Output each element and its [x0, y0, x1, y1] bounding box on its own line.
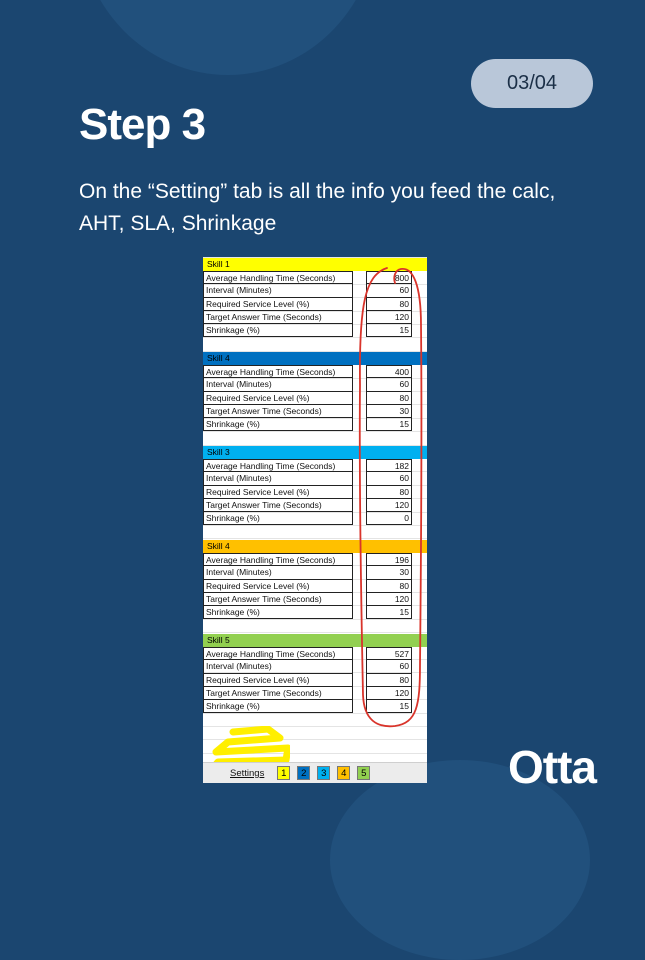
row-value: 527	[366, 647, 412, 660]
sheet-tab-2[interactable]: 2	[297, 766, 310, 780]
row-value: 15	[366, 700, 412, 713]
row-gap	[353, 405, 366, 418]
sheet-tab-3[interactable]: 3	[317, 766, 330, 780]
row-gap	[353, 324, 366, 337]
row-label: Average Handling Time (Seconds)	[203, 553, 353, 566]
table-row	[203, 580, 427, 593]
row-gap	[353, 486, 366, 499]
row-gap	[353, 311, 366, 324]
row-value: 60	[366, 472, 412, 485]
row-label: Target Answer Time (Seconds)	[203, 405, 353, 418]
row-label: Required Service Level (%)	[203, 298, 353, 311]
row-label: Interval (Minutes)	[203, 284, 353, 297]
table-row	[203, 324, 427, 337]
row-value: 60	[366, 284, 412, 297]
row-value: 80	[366, 674, 412, 687]
table-row	[203, 284, 427, 297]
page-counter-badge: 03/04	[471, 59, 593, 108]
row-gap	[353, 700, 366, 713]
row-gap	[353, 553, 366, 566]
table-row	[203, 674, 427, 687]
sheet-tab-1[interactable]: 1	[277, 766, 290, 780]
table-row	[203, 472, 427, 485]
row-label: Interval (Minutes)	[203, 378, 353, 391]
table-row	[203, 365, 427, 378]
row-label: Average Handling Time (Seconds)	[203, 365, 353, 378]
row-label: Target Answer Time (Seconds)	[203, 687, 353, 700]
row-gap	[353, 593, 366, 606]
table-row	[203, 459, 427, 472]
row-gap	[353, 472, 366, 485]
row-gap	[353, 606, 366, 619]
row-label: Shrinkage (%)	[203, 418, 353, 431]
row-gap	[353, 418, 366, 431]
row-value: 196	[366, 553, 412, 566]
row-gap	[353, 580, 366, 593]
row-label: Required Service Level (%)	[203, 392, 353, 405]
row-gap	[353, 674, 366, 687]
row-label: Target Answer Time (Seconds)	[203, 593, 353, 606]
row-value: 182	[366, 459, 412, 472]
row-label: Required Service Level (%)	[203, 674, 353, 687]
skill-block	[203, 258, 427, 337]
table-row	[203, 512, 427, 525]
grid-line	[203, 337, 427, 338]
skill-header: Skill 5	[203, 634, 427, 647]
row-label: Required Service Level (%)	[203, 580, 353, 593]
spreadsheet-screenshot	[203, 257, 427, 783]
table-row	[203, 392, 427, 405]
row-value: 15	[366, 324, 412, 337]
row-label: Average Handling Time (Seconds)	[203, 459, 353, 472]
row-gap	[353, 512, 366, 525]
row-gap	[353, 459, 366, 472]
table-row	[203, 405, 427, 418]
row-gap	[353, 687, 366, 700]
slide-description: On the “Setting” tab is all the info you feed the calc, AHT, SLA, Shrinkage	[79, 180, 556, 235]
skill-block	[203, 352, 427, 431]
row-value: 0	[366, 512, 412, 525]
row-gap	[353, 566, 366, 579]
row-label: Shrinkage (%)	[203, 700, 353, 713]
row-value: 80	[366, 486, 412, 499]
sheet-tab-5[interactable]: 5	[357, 766, 370, 780]
row-gap	[353, 660, 366, 673]
table-row	[203, 298, 427, 311]
skill-block	[203, 540, 427, 619]
row-value: 80	[366, 580, 412, 593]
table-row	[203, 660, 427, 673]
table-row	[203, 687, 427, 700]
skill-block	[203, 634, 427, 713]
skill-header: Skill 3	[203, 446, 427, 459]
slide-title: Step 3	[79, 100, 206, 149]
row-gap	[353, 284, 366, 297]
row-label: Shrinkage (%)	[203, 324, 353, 337]
table-row	[203, 499, 427, 512]
skill-header: Skill 4	[203, 540, 427, 553]
row-gap	[353, 271, 366, 284]
table-row	[203, 271, 427, 284]
row-value: 120	[366, 499, 412, 512]
row-value: 60	[366, 378, 412, 391]
otta-logo: Otta	[508, 741, 596, 793]
row-label: Average Handling Time (Seconds)	[203, 647, 353, 660]
row-value: 60	[366, 660, 412, 673]
row-label: Shrinkage (%)	[203, 512, 353, 525]
row-value: 15	[366, 606, 412, 619]
row-value: 15	[366, 418, 412, 431]
background-circle-top	[78, 0, 378, 75]
row-value: 80	[366, 392, 412, 405]
table-row	[203, 418, 427, 431]
row-gap	[353, 365, 366, 378]
row-gap	[353, 392, 366, 405]
row-value: 80	[366, 298, 412, 311]
row-label: Shrinkage (%)	[203, 606, 353, 619]
sheet-tab-bar	[203, 762, 427, 783]
row-label: Average Handling Time (Seconds)	[203, 271, 353, 284]
skill-header: Skill 4	[203, 352, 427, 365]
row-value: 30	[366, 405, 412, 418]
row-gap	[353, 647, 366, 660]
row-gap	[353, 378, 366, 391]
row-value: 120	[366, 593, 412, 606]
tab-settings[interactable]: Settings	[230, 767, 265, 779]
row-gap	[353, 298, 366, 311]
row-label: Required Service Level (%)	[203, 486, 353, 499]
table-row	[203, 700, 427, 713]
skill-block	[203, 446, 427, 525]
row-label: Target Answer Time (Seconds)	[203, 311, 353, 324]
table-row	[203, 553, 427, 566]
skill-header: Skill 1	[203, 258, 427, 271]
row-label: Interval (Minutes)	[203, 660, 353, 673]
row-value: 120	[366, 311, 412, 324]
row-value: 800	[366, 271, 412, 284]
table-row	[203, 593, 427, 606]
table-row	[203, 606, 427, 619]
row-value: 120	[366, 687, 412, 700]
row-value: 400	[366, 365, 412, 378]
table-row	[203, 486, 427, 499]
row-value: 30	[366, 566, 412, 579]
row-label: Target Answer Time (Seconds)	[203, 499, 353, 512]
table-row	[203, 566, 427, 579]
row-label: Interval (Minutes)	[203, 566, 353, 579]
row-gap	[353, 499, 366, 512]
table-row	[203, 378, 427, 391]
table-row	[203, 311, 427, 324]
table-row	[203, 647, 427, 660]
sheet-tab-4[interactable]: 4	[337, 766, 350, 780]
row-label: Interval (Minutes)	[203, 472, 353, 485]
